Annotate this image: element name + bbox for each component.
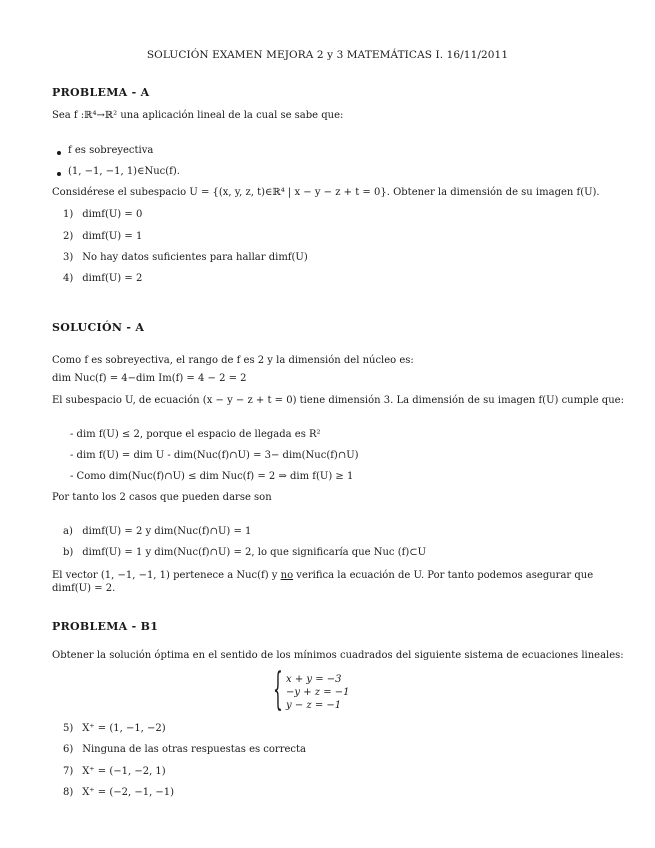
case-label: b) (63, 547, 74, 558)
option-text: dimf(U) = 0 (82, 209, 143, 220)
bullet-marker (57, 172, 61, 176)
option-item (63, 231, 142, 242)
equation-line: y − z = −1 (286, 700, 342, 711)
option-item (63, 209, 142, 220)
option-text: Ninguna de las otras respuestas es correcta (82, 744, 306, 755)
problema-a-intro: Sea f :ℝ⁴→ℝ² una aplicación lineal de la cual se sabe que: (52, 110, 344, 121)
bullet-item: f es sobreyectiva (68, 145, 154, 156)
option-item (63, 787, 174, 798)
bullet-marker (57, 151, 61, 155)
option-number: 7) (63, 766, 74, 777)
option-number: 2) (63, 231, 74, 242)
dash-item: - Como dim(Nuc(f)∩U) ≤ dim Nuc(f) = 2 ⇒ dim f(U) ≥ 1 (70, 471, 354, 482)
option-number: 8) (63, 787, 74, 798)
option-item (63, 744, 306, 755)
solucion-a-paragraph: Como f es sobreyectiva, el rango de f es 2 y la dimensión del núcleo es: (52, 355, 414, 366)
option-text: dimf(U) = 2 (82, 273, 143, 284)
underlined-word: no (280, 570, 294, 581)
conclusion-text: verifica la ecuación de U. Por tanto podemos asegurar que (293, 570, 594, 581)
case-text: dimf(U) = 2 y dim(Nuc(f)∩U) = 1 (82, 526, 252, 537)
option-text: dimf(U) = 1 (82, 231, 143, 242)
dash-item: - dim f(U) ≤ 2, porque el espacio de llegada es R² (70, 429, 321, 440)
problema-b1-heading: PROBLEMA - B1 (52, 620, 159, 633)
left-brace: { (273, 664, 283, 715)
option-item (63, 273, 142, 284)
option-number: 6) (63, 744, 74, 755)
option-item (63, 723, 166, 734)
option-text: No hay datos suficientes para hallar dimf(U) (82, 252, 308, 263)
page-title: SOLUCIÓN EXAMEN MEJORA 2 y 3 MATEMÁTICAS I. 16/11/2011 (146, 49, 509, 61)
problema-a-question: Considérese el subespacio U = {(x, y, z, t)∈ℝ⁴ | x − y − z + t = 0}. Obtener la dimensión de su imagen f(U). (52, 187, 600, 198)
solucion-a-paragraph: Por tanto los 2 casos que pueden darse son (52, 492, 272, 503)
option-item (63, 252, 308, 263)
solucion-a-conclusion-line2: dimf(U) = 2. (52, 583, 116, 594)
option-text: X⁺ = (−1, −2, 1) (82, 766, 166, 777)
dash-item: - dim f(U) = dim U - dim(Nuc(f)∩U) = 3− dim(Nuc(f)∩U) (70, 450, 359, 461)
option-number: 5) (63, 723, 74, 734)
case-label: a) (63, 526, 73, 537)
option-text: X⁺ = (1, −1, −2) (82, 723, 166, 734)
problema-b1-intro: Obtener la solución óptima en el sentido de los mínimos cuadrados del siguiente sistema de ecuaciones lineales: (52, 650, 624, 661)
problema-a-heading: PROBLEMA - A (52, 86, 150, 99)
conclusion-text: El vector (1, −1, −1, 1) pertenece a Nuc(f) y (52, 570, 281, 581)
solucion-a-paragraph: dim Nuc(f) = 4−dim Im(f) = 4 − 2 = 2 (52, 373, 247, 384)
equation-line: −y + z = −1 (286, 687, 350, 698)
solucion-a-conclusion (52, 570, 593, 581)
solucion-a-heading: SOLUCIÓN - A (52, 321, 145, 334)
bullet-item: (1, −1, −1, 1)∈Nuc(f). (68, 166, 180, 177)
solucion-a-paragraph: El subespacio U, de ecuación (x − y − z + t = 0) tiene dimensión 3. La dimensión de su imagen f(U) cumple que: (52, 395, 624, 406)
case-text: dimf(U) = 1 y dim(Nuc(f)∩U) = 2, lo que significaría que Nuc (f)⊂U (82, 547, 427, 558)
case-item (63, 526, 251, 537)
option-number: 4) (63, 273, 74, 284)
option-item (63, 766, 166, 777)
option-number: 3) (63, 252, 74, 263)
case-item (63, 547, 426, 558)
option-text: X⁺ = (−2, −1, −1) (82, 787, 175, 798)
equation-line: x + y = −3 (286, 674, 342, 685)
option-number: 1) (63, 209, 74, 220)
